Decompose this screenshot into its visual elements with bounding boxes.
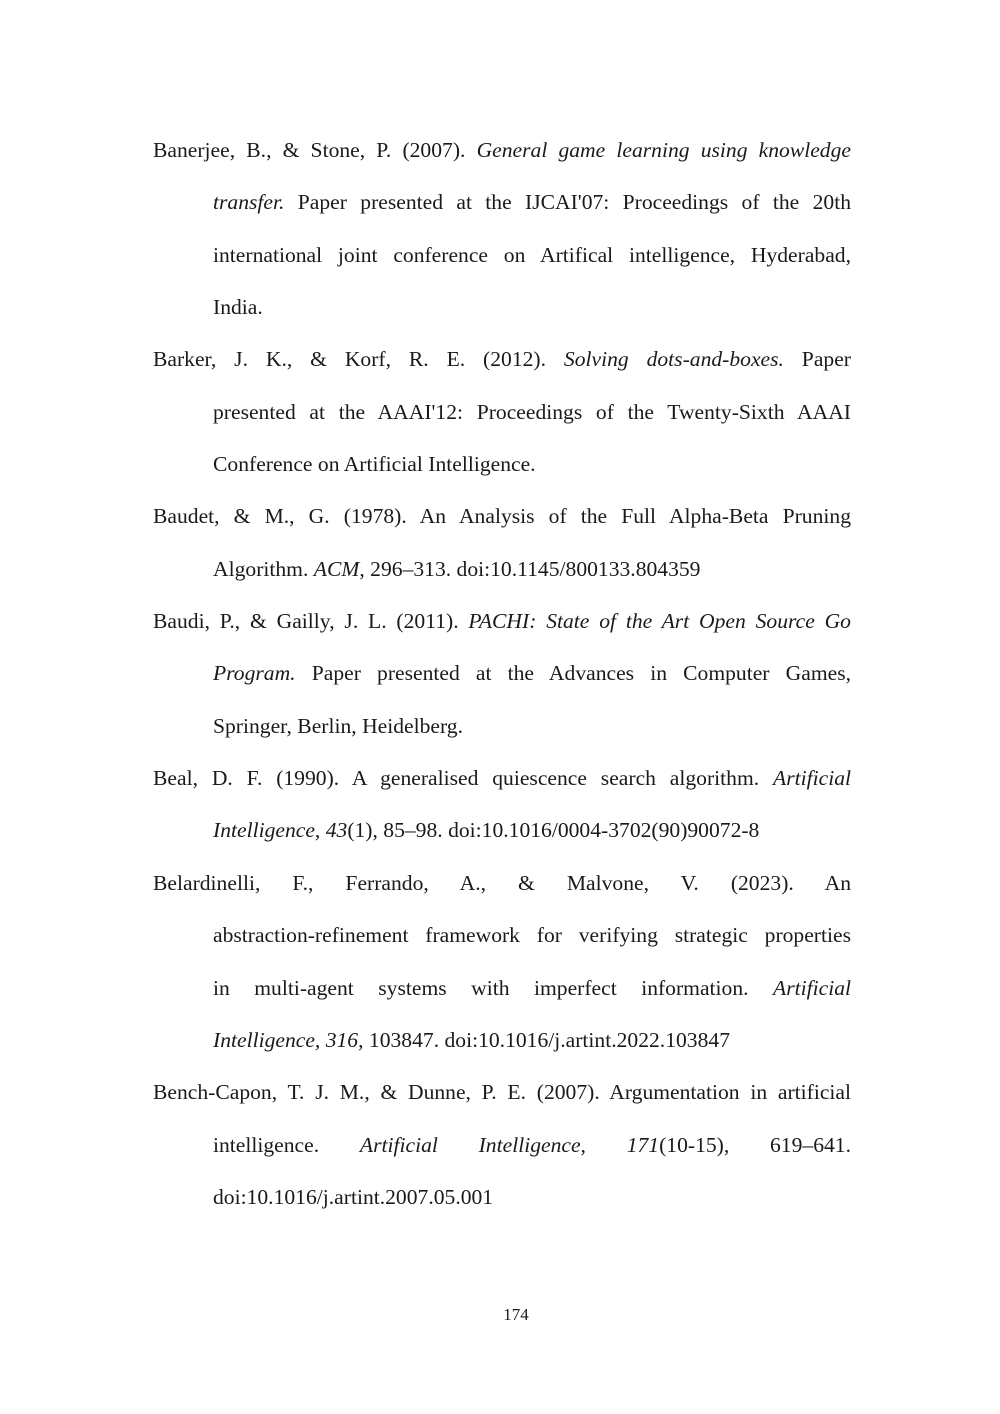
reference-line xyxy=(153,333,851,385)
reference-entry xyxy=(153,333,851,490)
italic-title-text: Program. xyxy=(213,661,296,686)
italic-title-text: Intelligence, 316 xyxy=(213,1027,359,1052)
reference-line xyxy=(153,647,851,699)
reference-text: doi:10.1016/j.artint.2007.05.001 xyxy=(213,1184,494,1209)
reference-text: abstraction-refinement framework for verifying strategic properties xyxy=(213,923,851,948)
reference-line xyxy=(153,1171,851,1223)
reference-line xyxy=(153,281,851,333)
italic-title-text: PACHI: State of the Art Open Source Go xyxy=(468,609,851,634)
italic-title-text: Intelligence, 43 xyxy=(213,818,348,843)
reference-line xyxy=(153,804,851,856)
reference-text: (1), 85–98. doi:10.1016/0004-3702(90)90072-8 xyxy=(347,818,760,843)
italic-title-text: ACM xyxy=(313,556,360,581)
reference-line xyxy=(153,490,851,542)
reference-text: Bench-Capon, T. J. M., & Dunne, P. E. (2007). Argumentation in artificial xyxy=(153,1080,851,1105)
reference-line xyxy=(153,1066,851,1118)
reference-entry xyxy=(153,595,851,752)
reference-text: Banerjee, B., & Stone, P. (2007). xyxy=(153,138,477,162)
reference-line xyxy=(153,1119,851,1171)
reference-entry xyxy=(153,752,851,857)
reference-text: international joint conference on Artifical intelligence, Hyderabad, xyxy=(213,242,851,267)
reference-text: Baudet, & M., G. (1978). An Analysis of the Full Alpha-Beta Pruning xyxy=(153,504,851,529)
reference-line xyxy=(153,857,851,909)
reference-text: , 103847. doi:10.1016/j.artint.2022.103847 xyxy=(358,1027,730,1052)
reference-line xyxy=(153,1014,851,1066)
reference-text: Springer, Berlin, Heidelberg. xyxy=(213,713,464,738)
reference-text: Algorithm. xyxy=(213,556,314,581)
reference-text: Baudi, P., & Gailly, J. L. (2011). xyxy=(153,609,469,634)
page-number: 174 xyxy=(503,1305,529,1324)
reference-text: intelligence. xyxy=(213,1132,360,1157)
reference-text: (10-15), 619–641. xyxy=(659,1132,851,1157)
reference-line xyxy=(153,543,851,595)
reference-line xyxy=(153,124,851,176)
italic-title-text: Artificial xyxy=(773,975,851,1000)
italic-title-text: Artificial Intelligence, 171 xyxy=(359,1132,660,1157)
reference-entry xyxy=(153,857,851,1066)
reference-entry xyxy=(153,1066,851,1223)
reference-entry xyxy=(153,490,851,595)
reference-text: Paper xyxy=(783,347,851,372)
reference-line xyxy=(153,386,851,438)
reference-text: Barker, J. K., & Korf, R. E. (2012). xyxy=(153,347,564,372)
italic-title-text: General game learning using knowledge xyxy=(476,138,851,162)
italic-title-text: Artificial xyxy=(773,766,851,791)
reference-text: in multi-agent systems with imperfect information. xyxy=(213,975,774,1000)
reference-text: , 296–313. doi:10.1145/800133.804359 xyxy=(359,556,701,581)
reference-line xyxy=(153,909,851,961)
reference-entry xyxy=(153,124,851,333)
reference-line xyxy=(153,752,851,804)
reference-text: Paper presented at the Advances in Computer Games, xyxy=(295,661,851,686)
reference-line xyxy=(153,176,851,228)
reference-text: Belardinelli, F., Ferrando, A., & Malvone, V. (2023). An xyxy=(153,870,851,895)
reference-list xyxy=(153,124,851,1223)
italic-title-text: transfer. xyxy=(213,190,285,215)
reference-text: India. xyxy=(213,295,263,320)
reference-line xyxy=(153,438,851,490)
reference-text: Paper presented at the IJCAI'07: Proceedings of the 20th xyxy=(284,190,851,215)
reference-text: Conference on Artificial Intelligence. xyxy=(213,452,536,477)
reference-line xyxy=(153,595,851,647)
reference-line xyxy=(153,962,851,1014)
italic-title-text: Solving dots-and-boxes. xyxy=(563,347,784,372)
reference-line xyxy=(153,700,851,752)
reference-text: presented at the AAAI'12: Proceedings of the Twenty-Sixth AAAI xyxy=(213,399,851,424)
reference-text: Beal, D. F. (1990). A generalised quiescence search algorithm. xyxy=(153,766,774,791)
reference-line xyxy=(153,229,851,281)
